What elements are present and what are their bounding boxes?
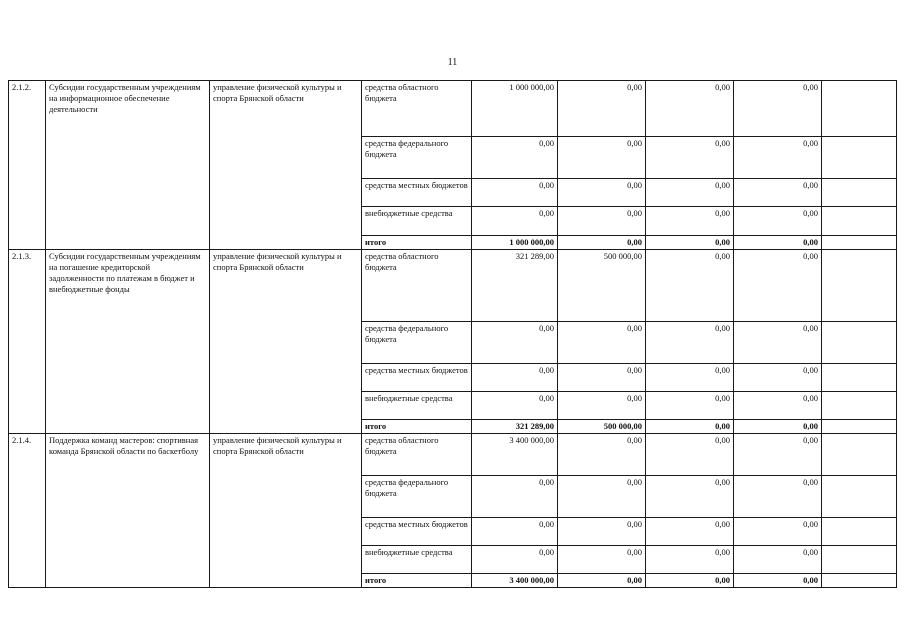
value-cell: 0,00 — [558, 392, 646, 420]
table-row — [9, 81, 897, 137]
value-cell: 0,00 — [472, 137, 558, 179]
funding-source: внебюджетные средства — [362, 207, 472, 236]
value-cell: 0,00 — [472, 322, 558, 364]
page-number: 11 — [447, 57, 458, 68]
empty-cell — [822, 81, 897, 137]
value-cell: 0,00 — [646, 81, 734, 137]
empty-cell — [822, 392, 897, 420]
funding-source: средства местных бюджетов — [362, 364, 472, 392]
value-cell: 0,00 — [472, 364, 558, 392]
value-cell: 0,00 — [734, 179, 822, 207]
value-cell: 0,00 — [646, 250, 734, 322]
funding-source: внебюджетные средства — [362, 546, 472, 574]
budget-table — [8, 80, 897, 588]
empty-cell — [822, 236, 897, 250]
total-value: 321 289,00 — [472, 420, 558, 434]
value-cell: 0,00 — [646, 434, 734, 476]
total-value: 0,00 — [734, 420, 822, 434]
value-cell: 0,00 — [734, 250, 822, 322]
value-cell: 0,00 — [558, 179, 646, 207]
total-value: 1 000 000,00 — [472, 236, 558, 250]
value-cell: 0,00 — [558, 322, 646, 364]
value-cell: 0,00 — [646, 364, 734, 392]
value-cell: 0,00 — [646, 518, 734, 546]
value-cell: 0,00 — [472, 392, 558, 420]
total-value: 0,00 — [734, 236, 822, 250]
value-cell: 0,00 — [646, 392, 734, 420]
empty-cell — [822, 546, 897, 574]
total-value: 0,00 — [734, 574, 822, 588]
empty-cell — [822, 179, 897, 207]
value-cell: 0,00 — [734, 476, 822, 518]
value-cell: 0,00 — [734, 364, 822, 392]
value-cell: 0,00 — [558, 364, 646, 392]
value-cell: 500 000,00 — [558, 250, 646, 322]
value-cell: 0,00 — [558, 81, 646, 137]
empty-cell — [822, 250, 897, 322]
value-cell: 0,00 — [646, 179, 734, 207]
funding-source: средства федерального бюджета — [362, 322, 472, 364]
item-code: 2.1.4. — [9, 434, 46, 588]
value-cell: 0,00 — [734, 207, 822, 236]
empty-cell — [822, 207, 897, 236]
total-value: 500 000,00 — [558, 420, 646, 434]
empty-cell — [822, 434, 897, 476]
item-executor: управление физической культуры и спорта Брянской области — [210, 81, 362, 250]
item-code: 2.1.3. — [9, 250, 46, 434]
total-value: 0,00 — [558, 574, 646, 588]
value-cell: 321 289,00 — [472, 250, 558, 322]
value-cell: 0,00 — [646, 476, 734, 518]
funding-source: средства местных бюджетов — [362, 518, 472, 546]
total-label: итого — [362, 420, 472, 434]
total-value: 3 400 000,00 — [472, 574, 558, 588]
total-value: 0,00 — [646, 420, 734, 434]
value-cell: 0,00 — [646, 322, 734, 364]
value-cell: 0,00 — [558, 137, 646, 179]
value-cell: 3 400 000,00 — [472, 434, 558, 476]
total-value: 0,00 — [558, 236, 646, 250]
total-value: 0,00 — [646, 236, 734, 250]
value-cell: 0,00 — [558, 476, 646, 518]
funding-source: средства федерального бюджета — [362, 476, 472, 518]
empty-cell — [822, 137, 897, 179]
total-label: итого — [362, 236, 472, 250]
value-cell: 1 000 000,00 — [472, 81, 558, 137]
value-cell: 0,00 — [472, 207, 558, 236]
value-cell: 0,00 — [558, 518, 646, 546]
value-cell: 0,00 — [646, 137, 734, 179]
value-cell: 0,00 — [646, 207, 734, 236]
value-cell: 0,00 — [734, 518, 822, 546]
value-cell: 0,00 — [734, 434, 822, 476]
value-cell: 0,00 — [734, 81, 822, 137]
funding-source: средства областного бюджета — [362, 81, 472, 137]
item-name: Субсидии государственным учреждениям на информационное обеспечение деятельности — [46, 81, 210, 250]
empty-cell — [822, 420, 897, 434]
value-cell: 0,00 — [646, 546, 734, 574]
item-executor: управление физической культуры и спорта Брянской области — [210, 434, 362, 588]
value-cell: 0,00 — [734, 392, 822, 420]
total-label: итого — [362, 574, 472, 588]
value-cell: 0,00 — [734, 546, 822, 574]
funding-source: средства федерального бюджета — [362, 137, 472, 179]
value-cell: 0,00 — [558, 546, 646, 574]
value-cell: 0,00 — [558, 207, 646, 236]
item-executor: управление физической культуры и спорта Брянской области — [210, 250, 362, 434]
value-cell: 0,00 — [472, 476, 558, 518]
item-name: Поддержка команд мастеров: спортивная команда Брянской области по баскетболу — [46, 434, 210, 588]
empty-cell — [822, 322, 897, 364]
empty-cell — [822, 364, 897, 392]
table-row — [9, 250, 897, 322]
empty-cell — [822, 476, 897, 518]
value-cell: 0,00 — [734, 137, 822, 179]
value-cell: 0,00 — [558, 434, 646, 476]
value-cell: 0,00 — [472, 518, 558, 546]
funding-source: внебюджетные средства — [362, 392, 472, 420]
item-name: Субсидии государственным учреждениям на погашение кредиторской задолженности по платежам в бюджет и внебюджетные фонды — [46, 250, 210, 434]
table-row — [9, 434, 897, 476]
funding-source: средства областного бюджета — [362, 250, 472, 322]
total-value: 0,00 — [646, 574, 734, 588]
item-code: 2.1.2. — [9, 81, 46, 250]
empty-cell — [822, 518, 897, 546]
funding-source: средства местных бюджетов — [362, 179, 472, 207]
funding-source: средства областного бюджета — [362, 434, 472, 476]
value-cell: 0,00 — [472, 179, 558, 207]
value-cell: 0,00 — [734, 322, 822, 364]
empty-cell — [822, 574, 897, 588]
value-cell: 0,00 — [472, 546, 558, 574]
